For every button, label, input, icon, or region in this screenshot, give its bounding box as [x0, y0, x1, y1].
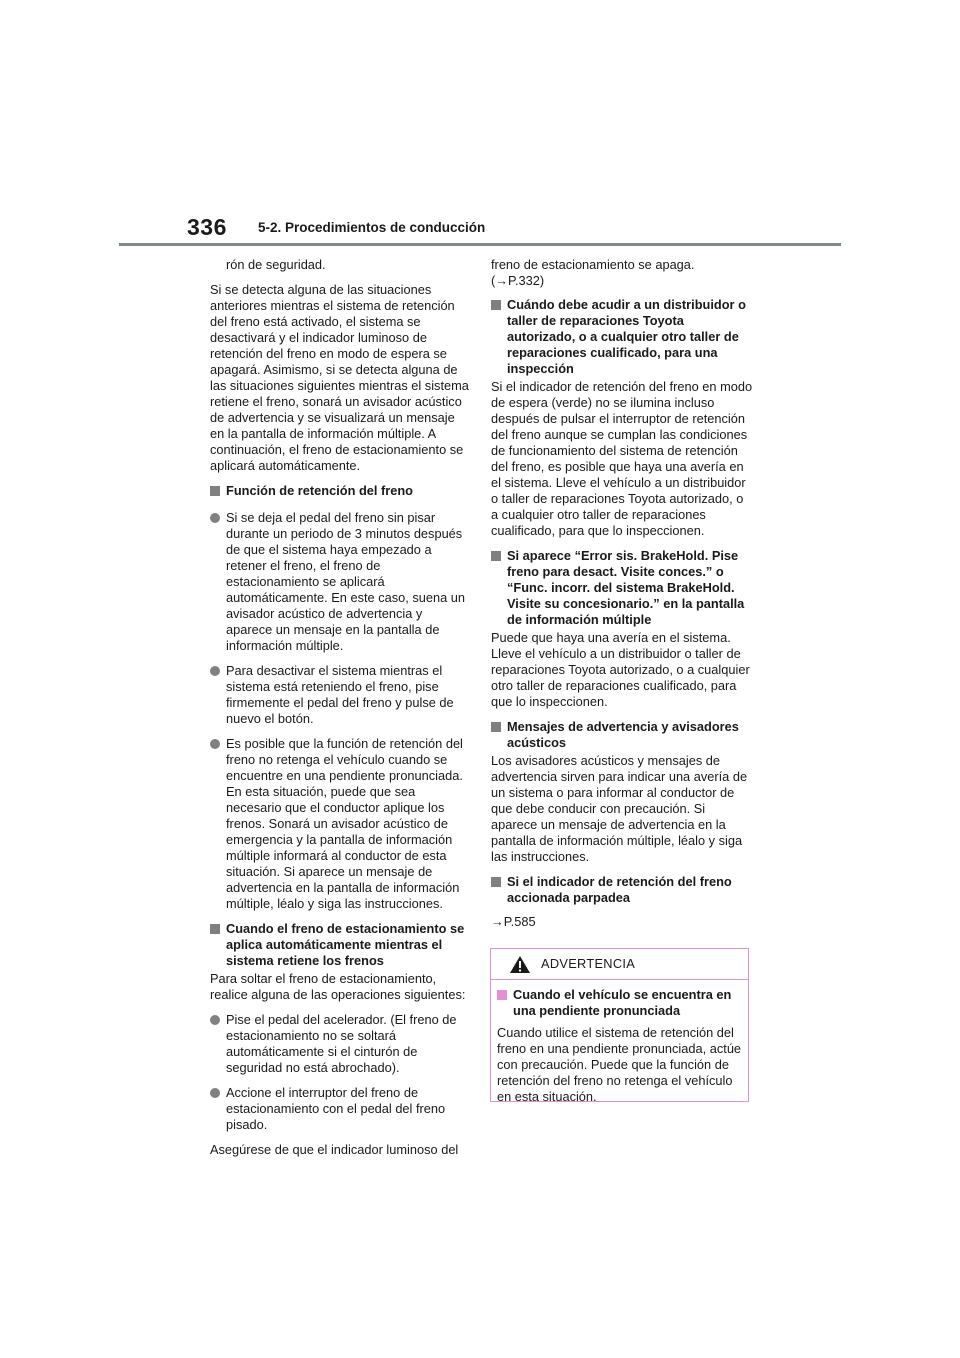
- heading-text: Si el indicador de retención del freno accionada parpadea: [507, 874, 732, 905]
- paragraph: Para soltar el freno de estacionamiento, realice alguna de las operaciones siguientes:: [210, 971, 466, 1002]
- paragraph: Puede que haya una avería en el sistema. Lleve el vehículo a un distribuidor o taller de reparaciones Toyota autorizado, o a cualquier otro taller de reparaciones cualificado, para que lo inspeccionen.: [491, 630, 750, 709]
- list-item: [210, 736, 470, 912]
- heading-text: Función de retención del freno: [226, 483, 413, 498]
- warning-header: [491, 949, 748, 980]
- warning-body: [491, 980, 748, 1105]
- square-bullet-icon: [491, 874, 507, 890]
- round-bullet-icon: [210, 663, 226, 679]
- warning-heading: [497, 987, 742, 1021]
- list-item-text: Pise el pedal del acelerador. (El freno de estacionamiento no se soltará automáticamente si el cinturón de seguridad no está abrochado).: [226, 1012, 457, 1075]
- square-bullet-icon: [210, 483, 226, 499]
- warning-text: Cuando utilice el sistema de retención del freno en una pendiente pronunciada, actúe con precaución. Puede que la función de retención del freno no retenga el vehículo en esta situación.: [497, 1025, 742, 1104]
- warning-triangle-icon: [509, 955, 531, 974]
- heading-text: Si aparece “Error sis. BrakeHold. Pise freno para desact. Visite conces.” o “Func. incorr. del sistema BrakeHold. Visite su concesionario.” en la pantalla de información múltiple: [507, 548, 745, 627]
- paragraph-text: freno de estacionamiento se apaga.: [491, 257, 695, 272]
- round-bullet-icon: [210, 1012, 226, 1028]
- section-title: 5-2. Procedimientos de conducción: [258, 220, 486, 235]
- square-bullet-icon: [491, 719, 507, 735]
- header-rule: [119, 243, 841, 246]
- list-item-text: Para desactivar el sistema mientras el sistema está reteniendo el freno, pise firmemente el pedal del freno y pulse de nuevo el botón.: [226, 663, 454, 726]
- round-bullet-icon: [210, 736, 226, 752]
- section-heading: [210, 921, 470, 971]
- square-bullet-icon: [497, 987, 513, 1003]
- left-column: [210, 257, 470, 1167]
- round-bullet-icon: [210, 510, 226, 526]
- list-item: [210, 1012, 470, 1076]
- list-item-text: Accione el interruptor del freno de estacionamiento con el pedal del freno pisado.: [226, 1085, 446, 1132]
- section-heading: [491, 719, 753, 753]
- heading-text: Mensajes de advertencia y avisadores acústicos: [507, 719, 739, 750]
- warning-title: ADVERTENCIA: [541, 956, 636, 971]
- page-reference: →P.585: [491, 914, 536, 929]
- paragraph: Los avisadores acústicos y mensajes de advertencia sirven para indicar una avería de un sistema o para informar al conductor de que debe conducir con precaución. Si aparece un mensaje de advertencia en la pantalla de información múltiple, léalo y siga las instrucciones.: [491, 753, 748, 864]
- heading-text: Cuando el vehículo se encuentra en una pendiente pronunciada: [513, 987, 732, 1018]
- list-item: [210, 1085, 470, 1133]
- section-heading: [491, 874, 753, 908]
- square-bullet-icon: [491, 297, 507, 313]
- section-heading: [491, 548, 753, 630]
- square-bullet-icon: [491, 548, 507, 564]
- list-item-text: Es posible que la función de retención del freno no retenga el vehículo cuando se encuentre en una pendiente pronunciada. En esta situación, puede que sea necesario que el conductor aplique los frenos. Sonará un avisador acústico de emergencia y la pantalla de información múltiple informará al conductor de esta situación. Si aparece un mensaje de advertencia en la pantalla de información múltiple, léalo y siga las instrucciones.: [226, 736, 463, 911]
- heading-text: Cuándo debe acudir a un distribuidor o taller de reparaciones Toyota autorizado, o a cualquier otro taller de reparaciones cualificado, para una inspección: [507, 297, 746, 376]
- warning-box: [490, 948, 749, 1102]
- section-heading: [210, 483, 470, 501]
- list-item: [210, 510, 470, 654]
- list-item-text: Si se deja el pedal del freno sin pisar durante un periodo de 3 minutos después de que el sistema haya empezado a retener el freno, el freno de estacionamiento se aplicará automáticamente. En este caso, suena un avisador acústico de advertencia y aparece un mensaje en la pantalla de información múltiple.: [226, 510, 466, 653]
- paragraph: Asegúrese de que el indicador luminoso del: [210, 1142, 459, 1157]
- round-bullet-icon: [210, 1085, 226, 1101]
- section-heading: [491, 297, 753, 379]
- page-number: 336: [187, 214, 227, 240]
- continued-paragraph: rón de seguridad.: [226, 257, 326, 272]
- heading-text: Cuando el freno de estacionamiento se aplica automáticamente mientras el sistema retiene los frenos: [226, 921, 465, 968]
- paragraph: Si se detecta alguna de las situaciones anteriores mientras el sistema de retención del freno está activado, el sistema se desactivará y el indicador luminoso de retención del freno en modo de espera se apagará. Asimismo, si se detecta alguna de las situaciones siguientes mientras el sistema retiene el freno, sonará un avisador acústico de advertencia y se visualizará un mensaje en la pantalla de información múltiple. A continuación, el freno de estacionamiento se aplicará automáticamente.: [210, 282, 469, 473]
- paragraph: Si el indicador de retención del freno en modo de espera (verde) no se ilumina incluso después de pulsar el interruptor de retención del freno aunque se cumplan las condiciones de funcionamiento del sistema de retención del freno, es posible que haya una avería en el sistema. Lleve el vehículo a un distribuidor o taller de reparaciones Toyota autorizado, o a cualquier otro taller de reparaciones cualificado, para que lo inspeccionen.: [491, 379, 753, 538]
- page-reference: (→P.332): [491, 273, 545, 288]
- paragraph: [491, 257, 753, 289]
- list-item: [210, 663, 470, 727]
- square-bullet-icon: [210, 921, 226, 937]
- right-column: [491, 257, 753, 939]
